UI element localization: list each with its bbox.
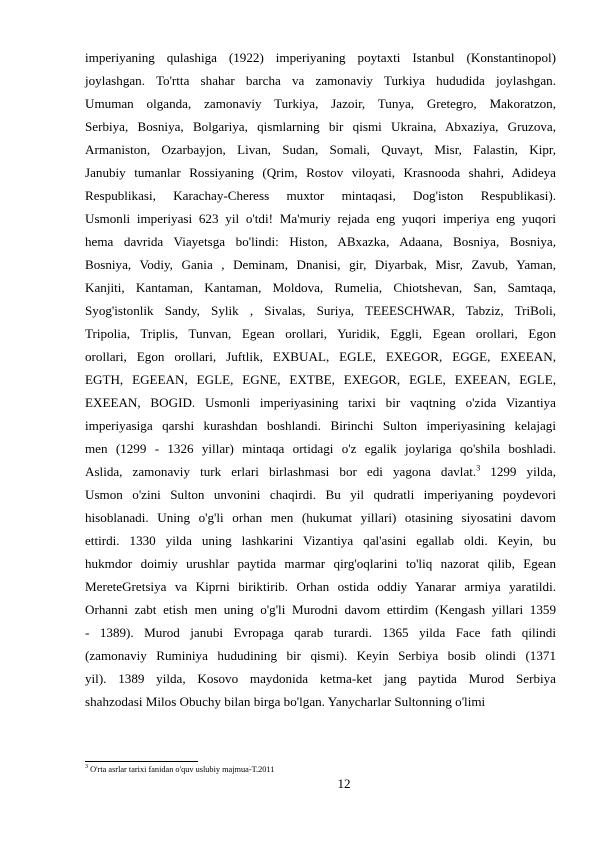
text-line: Janubiy tumanlar Rossiyaning (Qrim, Rostov viloyati, Krasnooda shahri, Adideya: [85, 164, 556, 180]
text-line: Orhanni zabt etish men uning o'g'li Murodni davom ettirdim (Kengash yillari 1359: [85, 602, 556, 618]
body-text: [85, 46, 556, 714]
text-line: Usmon o'zini Sulton unvonini chaqirdi. Bu yil qudratli imperiyaning poydevori: [85, 487, 556, 503]
text-line: joylashgan. To'rtta shahar barcha va zamonaviy Turkiya hududida joylashgan.: [85, 72, 556, 88]
text-line: shahzodasi Milos Obuchy bilan birga bo'lgan. Yanycharlar Sultonning o'limi: [85, 694, 486, 710]
text-line: Respublikasi, Karachay-Cheress muxtor mintaqasi, Dog'iston Respublikasi).: [85, 187, 556, 203]
text-line: Syog'istonlik Sandy, Sylik , Sivalas, Suriya, TEEESCHWAR, Tabziz, TriBoli,: [85, 302, 556, 318]
footnote-marker: 3: [85, 764, 88, 771]
text-line: Serbiya, Bosniya, Bolgariya, qismlarning bir qismi Ukraina, Abxaziya, Gruzova,: [85, 118, 556, 134]
text-line: - 1389). Murod janubi Evropaga qarab turardi. 1365 yilda Face fath qilindi: [85, 625, 556, 641]
text-line: [85, 460, 556, 483]
text-line: EXEEAN, BOGID. Usmonli imperiyasining tarixi bir vaqtning o'zida Vizantiya: [85, 394, 556, 410]
text-line: Kanjiti, Kantaman, Kantaman, Moldova, Rumelia, Chiotshevan, San, Samtaqa,: [85, 279, 556, 295]
footnote: [85, 764, 274, 775]
text-line: ettirdi. 1330 yilda uning lashkarini Vizantiya qal'asini egallab oldi. Keyin, bu: [85, 533, 556, 549]
text-line: men (1299 - 1326 yillar) mintaqa ortidagi o'z egalik joylariga qo'shila boshladi.: [85, 441, 556, 457]
text-line: yil). 1389 yilda, Kosovo maydonida ketma-ket jang paytida Murod Serbiya: [85, 671, 556, 687]
footnote-divider: [85, 761, 198, 762]
text-line: MereteGretsiya va Kiprni biriktirib. Orhan ostida oddiy Yanarar armiya yaratildi.: [85, 579, 556, 595]
text-line: (zamonaviy Ruminiya hududining bir qismi). Keyin Serbiya bosib olindi (1371: [85, 648, 556, 664]
text-line: Bosniya, Vodiy, Gania , Deminam, Dnanisi, gir, Diyarbak, Misr, Zavub, Yaman,: [85, 256, 556, 272]
text-line: hisoblanadi. Uning o'g'li orhan men (hukumat yillari) otasining siyosatini davom: [85, 510, 556, 526]
text-line: EGTH, EGEEAN, EGLE, EGNE, EXTBE, EXEGOR, EGLE, EXEEAN, EGLE,: [85, 371, 556, 387]
page-number: 12: [337, 776, 351, 791]
text-line: Usmonli imperiyasi 623 yil o'tdi! Ma'muriy rejada eng yuqori imperiya eng yuqori: [85, 210, 556, 226]
text-line: Armaniston, Ozarbayjon, Livan, Sudan, Somali, Quvayt, Misr, Falastin, Kipr,: [85, 141, 556, 157]
text-line: imperiyaning qulashiga (1922) imperiyaning poytaxti Istanbul (Konstantinopol): [85, 49, 556, 65]
footnote-text: O'rta asrlar tarixi fanidan o'quv uslubiy majmua-T.2011: [90, 765, 275, 774]
text-line: Umuman olganda, zamonaviy Turkiya, Jazoir, Tunya, Gretegro, Makoratzon,: [85, 95, 556, 111]
text-line-segment: 1299 yilda,: [480, 464, 556, 480]
text-line: imperiyasiga qarshi kurashdan boshlandi. Birinchi Sulton imperiyasining kelajagi: [85, 418, 556, 433]
text-line: Tripolia, Triplis, Tunvan, Egean orollari, Yuridik, Eggli, Egean orollari, Egon: [85, 325, 556, 341]
text-line: orollari, Egon orollari, Juftlik, EXBUAL, EGLE, EXEGOR, EGGE, EXEEAN,: [85, 348, 556, 364]
text-line: hema davrida Viayetsga bo'lindi: Histon, ABxazka, Adaana, Bosniya, Bosniya,: [85, 233, 556, 249]
footnote-reference[interactable]: 3: [476, 463, 481, 473]
text-line: hukmdor doimiy urushlar paytida marmar qirg'oqlarini to'liq nazorat qilib, Egean: [85, 556, 556, 572]
text-line-segment: Aslida, zamonaviy turk erlari birlashmasi bor edi yagona davlat.: [85, 464, 477, 480]
